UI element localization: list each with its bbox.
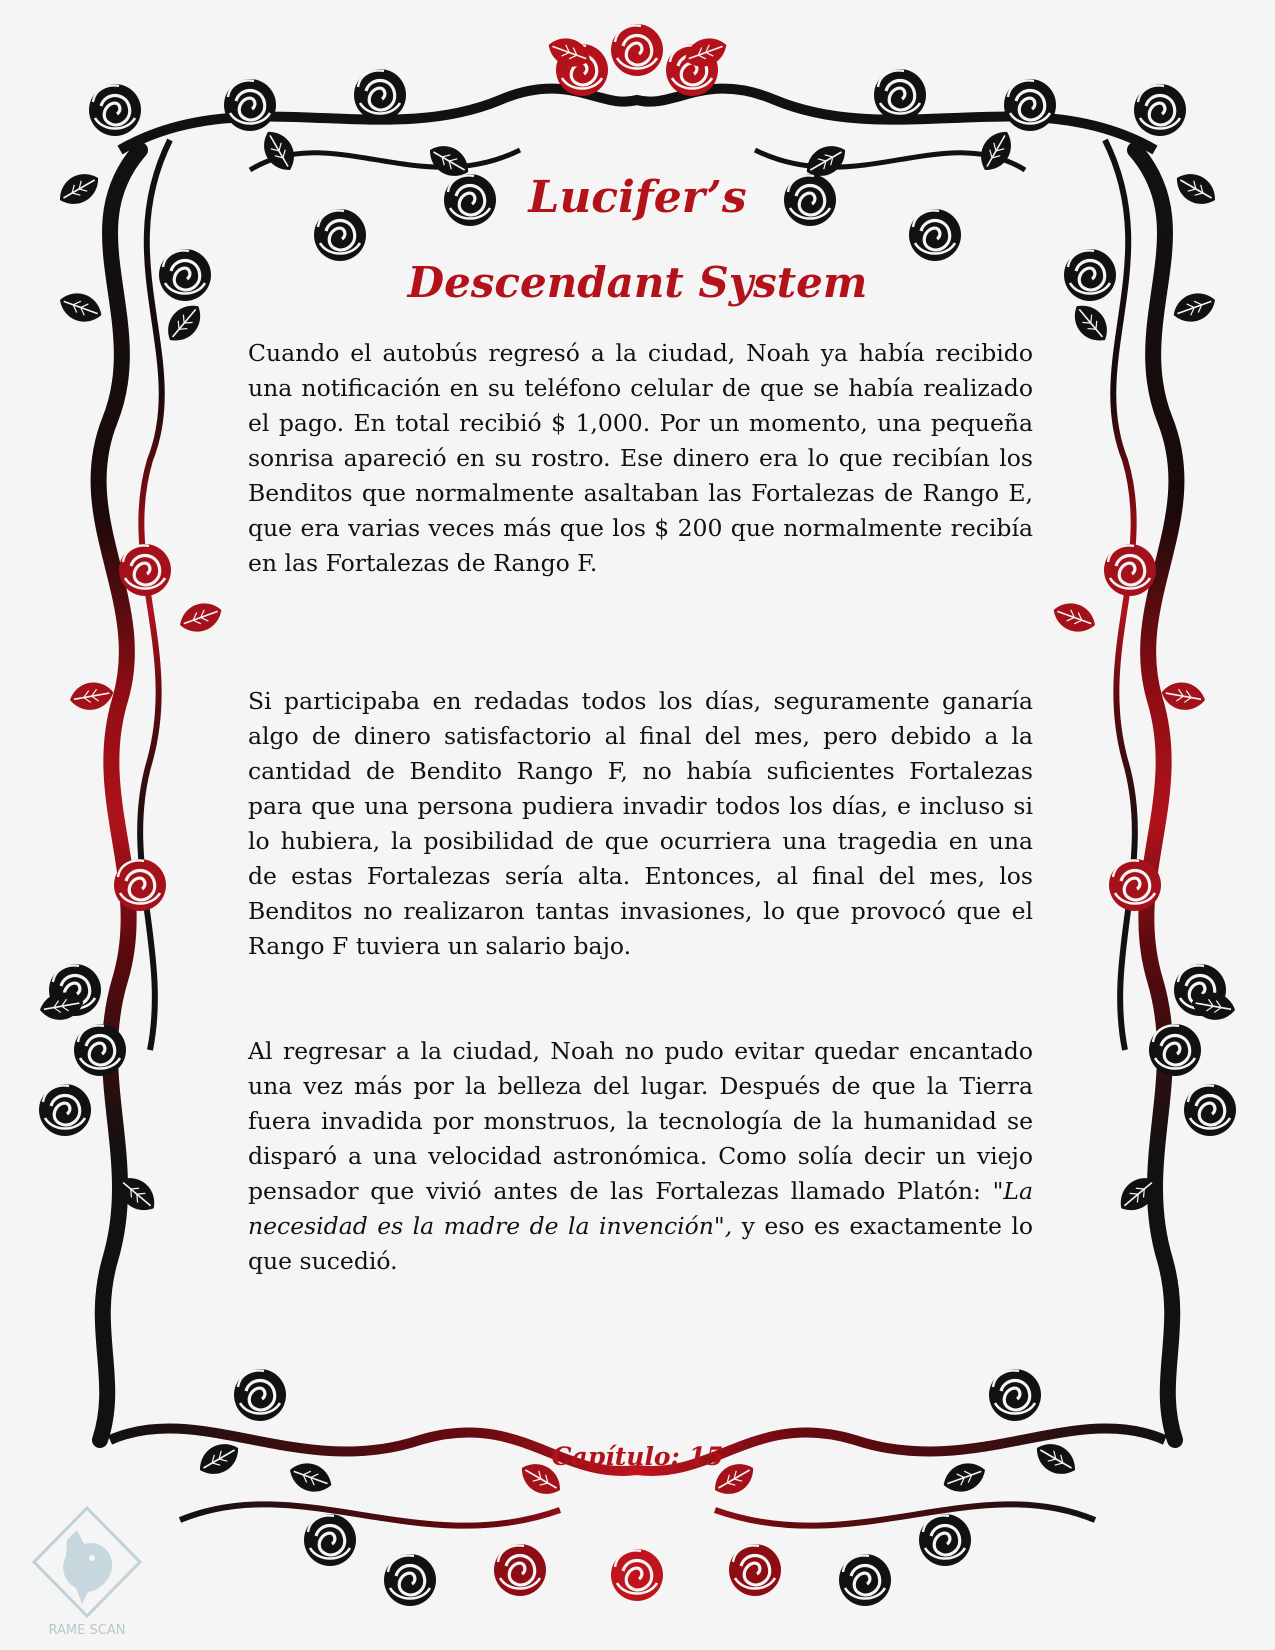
paragraph-1: Cuando el autobús regresó a la ciudad, Noah ya había recibido una notificación en su teléfono celular de que se había realizado el pago. En total recibió $ 1,000. Por un momento, una pequeña sonrisa apareció en su rostro. Ese dinero era lo que recibían los Benditos que normalmente asaltaban las Fortalezas de Rango E, que era varias veces más que los $ 200 que normalmente recibía en las Fortalezas de Rango F.: [248, 339, 1033, 577]
paragraph-3-quote: "La necesidad es la madre de la invención",: [248, 1177, 1033, 1240]
wolf-logo: [22, 1500, 152, 1640]
paragraph-3: [248, 1034, 1033, 1279]
chapter-label: Capítulo: 15: [551, 1442, 724, 1471]
paragraph-2: Si participaba en redadas todos los días, seguramente ganaría algo de dinero satisfactorio al final del mes, pero debido a la cantidad de Bendito Rango F, no había suficientes Fortalezas para que una persona pudiera invadir todos los días, e incluso si lo hubiera, la posibilidad de que ocurriera una tragedia en una de estas Fortalezas sería alta. Entonces, al final del mes, los Benditos no realizaron tantas invasiones, lo que provocó que el Rango F tuviera un salario bajo.: [248, 687, 1033, 960]
paragraph-3-before: Al regresar a la ciudad, Noah no pudo evitar quedar encantado una vez más por la belleza del lugar. Después de que la Tierra fuera invadida por monstruos, la tecnología de la humanidad se disparó a una velocidad astronómica. Como solía decir un viejo pensador que vivió antes de las Fortalezas llamado Platón:: [248, 1037, 1033, 1205]
title-line-2: Descendant System: [407, 258, 868, 307]
paragraph-3-after: y eso es exactamente lo que sucedió.: [248, 1212, 1033, 1275]
title-line-1: Lucifer’s: [528, 172, 747, 223]
watermark-text: RAME SCAN: [48, 1623, 126, 1638]
